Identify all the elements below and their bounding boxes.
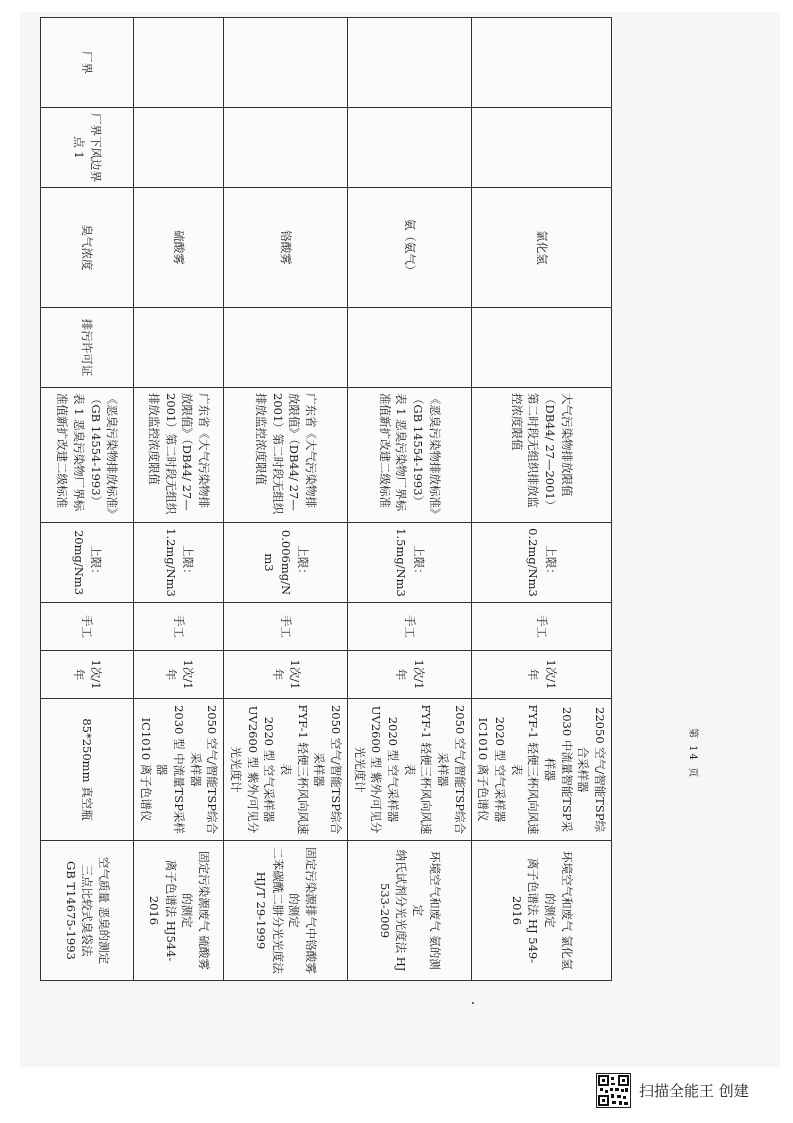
mode-cell: 手工 xyxy=(133,603,223,651)
equipment-cell-line: 2020 型 空气采样器 xyxy=(492,716,507,823)
pollutant-cell: 臭气浓度 xyxy=(40,188,133,308)
location-cell xyxy=(133,18,223,108)
equipment-cell-line: FYF-1 轻便三杯风向风速表 xyxy=(509,704,541,835)
frequency-cell-line: 1次/1 xyxy=(411,659,426,690)
standard-basis-cell xyxy=(224,308,348,388)
page-number: 第 14 页 xyxy=(687,728,698,780)
frequency-cell xyxy=(224,651,348,699)
equipment-cell-line: 2050 空气/智能TSP综合采样器 xyxy=(312,704,343,835)
equipment-cell-line: 2050 空气/智能TSP综合采样器 xyxy=(435,704,467,835)
method-cell-line: 固定污染源废气 硫酸雾的测定 xyxy=(180,851,211,970)
limit-cell xyxy=(224,523,348,603)
equipment-cell-line: 2020 型 空气采样器 xyxy=(262,716,277,823)
method-cell-line: GB T14675-1993 xyxy=(63,861,78,960)
frequency-cell-line: 年 xyxy=(270,668,285,681)
standard-name-cell: 广东省《大气污染物排放限值》（DB44/ 27—2001）第二时段无组织排放监控浓度限值 xyxy=(224,388,348,523)
method-cell xyxy=(471,841,611,981)
frequency-cell-line: 年 xyxy=(394,668,409,681)
frequency-cell-line: 年 xyxy=(163,668,178,681)
limit-cell-line: 0.006mg/N xyxy=(279,529,294,596)
method-cell xyxy=(224,841,348,981)
point-cell xyxy=(133,108,223,188)
limit-cell-line: 上限： xyxy=(296,545,311,580)
mode-cell: 手工 xyxy=(347,603,471,651)
equipment-cell xyxy=(471,699,611,841)
limit-cell-line: 1.2mg/Nm3 xyxy=(163,528,178,597)
limit-cell-line: 上限： xyxy=(89,545,104,580)
pollutant-cell: 氨（氨气） xyxy=(347,188,471,308)
method-cell-line: 纳氏试剂分光光度法 HJ 533-2009 xyxy=(377,849,409,972)
frequency-cell xyxy=(347,651,471,699)
standard-name-cell: 《恶臭污染物排放标准》（GB 14554-1993）表 1 恶臭污染物厂界标准值新扩改建二级标准 xyxy=(347,388,471,523)
watermark-text: 扫描全能王 创建 xyxy=(639,1081,749,1100)
qr-code-icon xyxy=(596,1073,631,1108)
limit-cell xyxy=(40,523,133,603)
standard-name-cell: 广东省《大气污染物排放限值》（DB44/ 27—2001）第二时段无组织排放监控浓度限值 xyxy=(133,388,223,523)
limit-cell-line: 20mg/Nm3 xyxy=(71,529,86,596)
pollutant-cell: 氯化氢 xyxy=(471,188,611,308)
limit-cell xyxy=(471,523,611,603)
equipment-cell-line: 2030 型 中流量TSP采样器 xyxy=(155,705,186,834)
pollutant-cell: 硫酸雾 xyxy=(133,188,223,308)
scanner-watermark xyxy=(596,1072,749,1108)
equipment-cell xyxy=(224,699,348,841)
point-cell: 厂界下风边界点 1 xyxy=(40,108,133,188)
equipment-cell-line: FYF-1 轻便三杯风向风速表 xyxy=(402,704,434,835)
equipment-cell xyxy=(133,699,223,841)
limit-cell-line: m3 xyxy=(261,553,276,572)
frequency-cell xyxy=(133,651,223,699)
mode-cell: 手工 xyxy=(40,603,133,651)
point-cell xyxy=(347,108,471,188)
method-cell xyxy=(133,841,223,981)
equipment-cell-line: 2050 空气/智能TSP综合采样器 xyxy=(188,704,220,835)
frequency-cell-line: 1次/1 xyxy=(180,659,195,690)
monitoring-table-rotated xyxy=(55,17,612,980)
table-row xyxy=(471,18,611,981)
limit-cell-line: 上限： xyxy=(180,545,195,580)
monitoring-table xyxy=(40,17,612,981)
standard-basis-cell xyxy=(347,308,471,388)
location-cell xyxy=(224,18,348,108)
method-cell-line: 二苯碳酰二肼分光光度法 HJ/T 29-1999 xyxy=(253,847,285,974)
equipment-cell-line: FYF-1 轻便三杯风向风速表 xyxy=(278,704,310,835)
table-row xyxy=(40,18,133,981)
mode-cell: 手工 xyxy=(471,603,611,651)
method-cell-line: 离子色谱法 HJ 549-2016 xyxy=(509,857,541,964)
equipment-cell-line: 2030 中流量智能TSP采样器 xyxy=(542,706,574,833)
frequency-cell-line: 1次/1 xyxy=(543,659,558,690)
frequency-cell xyxy=(471,651,611,699)
method-cell-line: 环境空气和废气 氨的测定 xyxy=(410,851,442,970)
scan-speck xyxy=(472,1002,474,1004)
frequency-cell-line: 年 xyxy=(526,668,541,681)
equipment-cell-line: UV2600 型 紫外/可见分光光度计 xyxy=(352,705,384,834)
equipment-cell-line: IC1010 离子色谱仪 xyxy=(476,717,491,822)
method-cell-line: 固定污染源排气中铬酸雾的测定 xyxy=(287,847,318,974)
method-cell-line: 三点比较式臭袋法 xyxy=(80,864,95,957)
standard-name-cell: 《恶臭污染物排放标准》（GB 14554-1993）表 1 恶臭污染物厂界标准值新扩改建二级标准 xyxy=(40,388,133,523)
limit-cell xyxy=(347,523,471,603)
equipment-cell-line: 85*250mm 真空瓶 xyxy=(80,718,95,821)
method-cell-line: 空气质量 恶臭的测定 xyxy=(96,856,111,965)
equipment-cell-line: UV2600 型 紫外/可见分光光度计 xyxy=(228,705,260,834)
equipment-cell-line: 2020 型 空气采样器 xyxy=(385,716,400,823)
limit-cell xyxy=(133,523,223,603)
pollutant-cell: 铬酸雾 xyxy=(224,188,348,308)
point-cell xyxy=(224,108,348,188)
standard-basis-cell: 排污许可证 xyxy=(40,308,133,388)
method-cell xyxy=(347,841,471,981)
location-cell: 厂界 xyxy=(40,18,133,108)
limit-cell-line: 上限： xyxy=(411,545,426,580)
table-row xyxy=(347,18,471,981)
frequency-cell-line: 年 xyxy=(71,668,86,681)
frequency-cell-line: 1次/1 xyxy=(89,659,104,690)
method-cell xyxy=(40,841,133,981)
point-cell xyxy=(471,108,611,188)
location-cell xyxy=(471,18,611,108)
equipment-cell xyxy=(347,699,471,841)
limit-cell-line: 1.5mg/Nm3 xyxy=(394,528,409,597)
limit-cell-line: 0.2mg/Nm3 xyxy=(526,528,541,597)
method-cell-line: 离子色谱法 HJ544-2016 xyxy=(146,859,178,962)
table-row xyxy=(133,18,223,981)
equipment-cell xyxy=(40,699,133,841)
frequency-cell xyxy=(40,651,133,699)
limit-cell-line: 上限： xyxy=(543,545,558,580)
standard-basis-cell xyxy=(471,308,611,388)
mode-cell: 手工 xyxy=(224,603,348,651)
method-cell-line: 环境空气和废气 氯化氢的测定 xyxy=(542,851,574,970)
equipment-cell-line: 22050 空气/智能TSP综合采样器 xyxy=(576,707,607,832)
standard-basis-cell xyxy=(133,308,223,388)
equipment-cell-line: IC1010 离子色谱仪 xyxy=(138,717,153,822)
frequency-cell-line: 1次/1 xyxy=(287,659,302,690)
location-cell xyxy=(347,18,471,108)
table-row xyxy=(224,18,348,981)
standard-name-cell: 大气污染物排放限值（DB44/ 27—2001）第二时段无组织排放监控浓度限值 xyxy=(471,388,611,523)
